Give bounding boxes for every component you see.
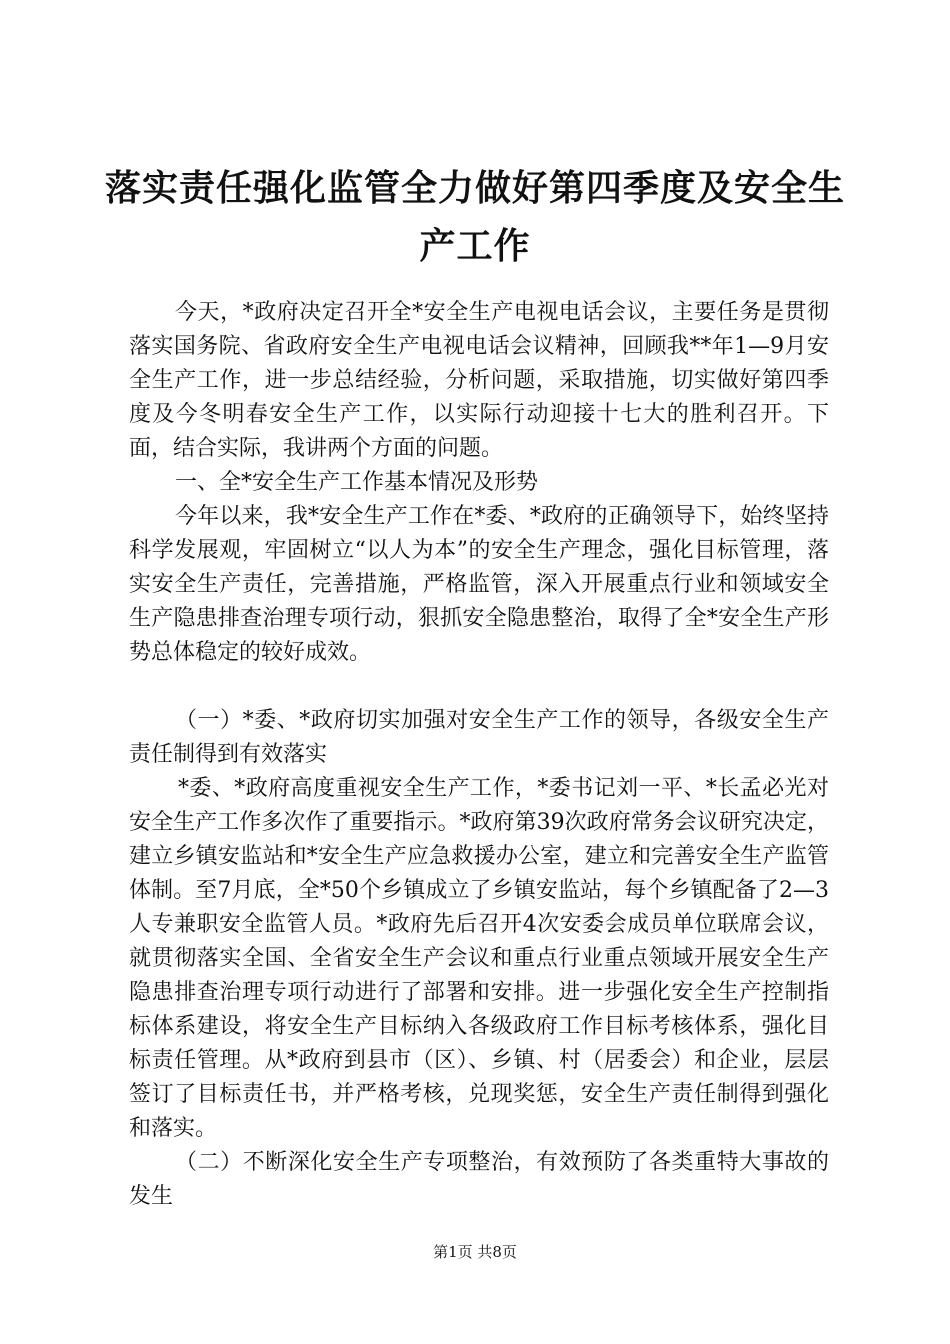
section-heading-1: 一、全*安全生产工作基本情况及形势: [175, 470, 539, 495]
paragraph-subsection-1: *委、*政府高度重视安全生产工作，*委书记刘一平、*长孟必光对安全生产工作多次作了重要指示。*政府第39次政府常务会议研究决定，建立乡镇安监站和*安全生产应急救援办公室，建立和完善安全生产监管体制。至7月底，全*50个乡镇成立了乡镇安监站，每个乡镇配备了2—3人专兼职安全监管人员。*政府先后召开4次安委会成员单位联席会议，就贯彻落实全国、全省安全生产会议和重点行业重点领域开展安全生产隐患排查治理专项行动进行了部署和安排。进一步强化安全生产控制指标体系建设，将安全生产目标纳入各级政府工作目标考核体系，强化目标责任管理。从*政府到县市（区）、乡镇、村（居委会）和企业，层层签订了目标责任书，并严格考核，兑现奖惩，安全生产责任制得到强化和落实。: [129, 776, 829, 1141]
paragraph-intro: 今天，*政府决定召开全*安全生产电视电话会议，主要任务是贯彻落实国务院、省政府安全生产电视电话会议精神，回顾我**年1—9月安全生产工作，进一步总结经验，分析问题，采取措施，切实做好第四季度及今冬明春安全生产工作，以实际行动迎接十七大的胜利召开。下面，结合实际，我讲两个方面的问题。: [129, 300, 829, 461]
page-number-footer: 第1页 共8页: [433, 1243, 517, 1261]
paragraph-overview: 今年以来，我*安全生产工作在*委、*政府的正确领导下，始终坚持科学发展观，牢固树立“以人为本”的安全生产理念，强化目标管理，落实安全生产责任，完善措施，严格监管，深入开展重点行业和领域安全生产隐患排查治理专项行动，狠抓安全隐患整治，取得了全*安全生产形势总体稳定的较好成效。: [129, 504, 829, 665]
document-title-line-2: 产工作: [419, 226, 531, 267]
document-body: [129, 296, 829, 1214]
document-title-line-1: 落实责任强化监管全力做好第四季度及安全生: [104, 168, 845, 209]
subsection-heading-1: （一）*委、*政府切实加强对安全生产工作的领导，各级安全生产责任制得到有效落实: [129, 708, 829, 767]
subsection-heading-2: （二）不断深化安全生产专项整治，有效预防了各类重特大事故的发生: [129, 1150, 829, 1209]
